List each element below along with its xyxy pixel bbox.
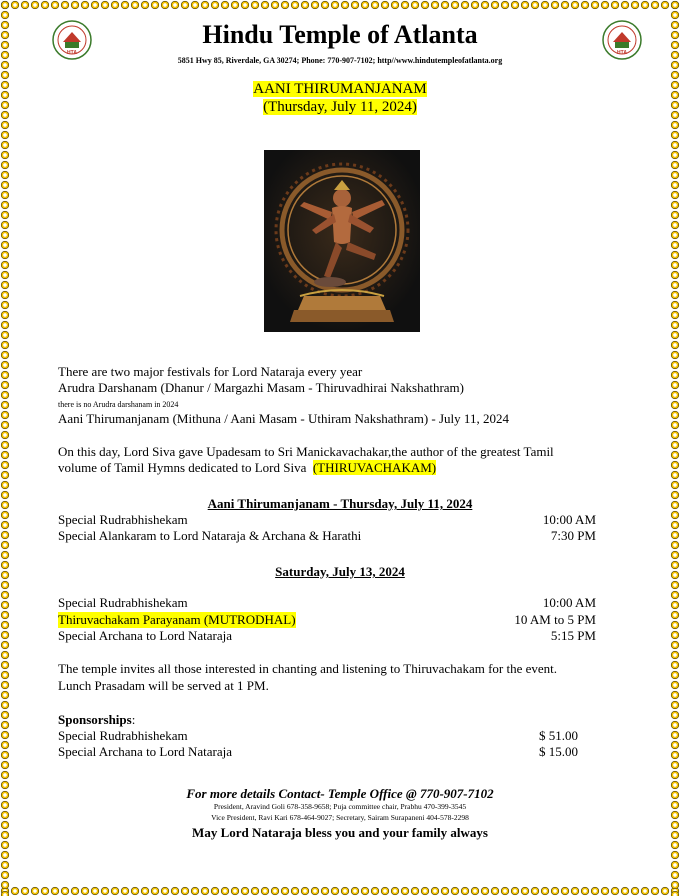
invite-line-1: The temple invites all those interested in chanting and listening to Thiruvachakam for the event. — [58, 661, 558, 676]
temple-address: 5851 Hwy 85, Riverdale, GA 30274; Phone: 770-907-7102; http//www.hindutempleofatlanta.org — [177, 56, 503, 65]
intro-line-2: Arudra Darshanam (Dhanur / Margazhi Masam - Thiruvadhirai Nakshathram) — [58, 380, 464, 395]
decorative-border-right — [670, 0, 680, 896]
story-line-2: volume of Tamil Hymns dedicated to Lord Siva — [58, 460, 307, 475]
blessing-line: May Lord Nataraja bless you and your family always — [192, 825, 488, 840]
schedule-row — [58, 628, 596, 644]
schedule-item-name: Special Alankaram to Lord Nataraja & Archana & Harathi — [58, 528, 362, 543]
officers-line-2: Vice President, Ravi Kari 678-464-9027; Secretary, Sairam Surapaneni 404-578-2298 — [211, 813, 469, 822]
schedule-item-time: 7:30 PM — [550, 528, 596, 543]
sponsorship-price: $ 15.00 — [539, 744, 578, 759]
schedule-item-name: Special Rudrabhishekam — [58, 512, 188, 527]
schedule-row — [58, 512, 596, 528]
story-line-1: On this day, Lord Siva gave Upadesam to Sri Manickavachakar,the author of the greatest Tamil — [58, 444, 554, 459]
schedule-item-time: 10:00 AM — [542, 595, 596, 610]
intro-line-1: There are two major festivals for Lord Nataraja every year — [58, 364, 363, 379]
story-line-2-container — [58, 460, 436, 476]
event-name: AANI THIRUMANJANAM — [253, 81, 427, 97]
officers-line-1: President, Aravind Goli 678-358-9658; Puja committee chair, Prabhu 470-399-3545 — [213, 802, 467, 811]
thiruvachakam-highlight: (THIRUVACHAKAM) — [312, 460, 437, 475]
sponsorship-name: Special Archana to Lord Nataraja — [58, 744, 232, 759]
logo-text-left: HTA — [67, 50, 77, 56]
event-date: (Thursday, July 11, 2024) — [263, 99, 417, 115]
sponsorship-row — [58, 728, 578, 744]
schedule-item-name: Special Rudrabhishekam — [58, 595, 188, 610]
saturday-schedule-heading: Saturday, July 13, 2024 — [275, 564, 405, 579]
schedule-row — [58, 528, 596, 544]
sponsorships-heading-container — [58, 712, 135, 728]
invite-line-2: Lunch Prasadam will be served at 1 PM. — [58, 678, 269, 693]
sponsorships-heading: Sponsorships — [58, 712, 132, 727]
decorative-border-left — [0, 0, 10, 896]
schedule-row — [58, 595, 596, 611]
intro-line-3: Aani Thirumanjanam (Mithuna / Aani Masam - Uthiram Nakshathram) - July 11, 2024 — [58, 411, 509, 426]
schedule-item-name: Special Archana to Lord Nataraja — [58, 628, 232, 643]
sponsorship-row — [58, 744, 578, 760]
schedule-item-time: 5:15 PM — [550, 628, 596, 643]
event-heading — [0, 80, 680, 116]
decorative-border-bottom — [0, 886, 680, 896]
contact-line: For more details Contact- Temple Office @ 770-907-7102 — [186, 786, 494, 801]
temple-title: Hindu Temple of Atlanta — [202, 20, 478, 49]
schedule-item-time: 10 AM to 5 PM — [514, 612, 596, 627]
logo-text-right: HTA — [617, 50, 627, 56]
schedule-row — [58, 612, 596, 628]
sponsorship-price: $ 51.00 — [539, 728, 578, 743]
sponsorships-colon: : — [131, 712, 136, 727]
nataraja-photo — [264, 150, 420, 332]
decorative-border-top — [0, 0, 680, 10]
intro-note: there is no Arudra darshanam in 2024 — [58, 400, 179, 409]
thursday-schedule-heading: Aani Thirumanjanam - Thursday, July 11, 2024 — [207, 496, 473, 511]
schedule-item-time: 10:00 AM — [542, 512, 596, 527]
schedule-item-name: Thiruvachakam Parayanam (MUTRODHAL) — [58, 612, 296, 627]
sponsorship-name: Special Rudrabhishekam — [58, 728, 188, 743]
